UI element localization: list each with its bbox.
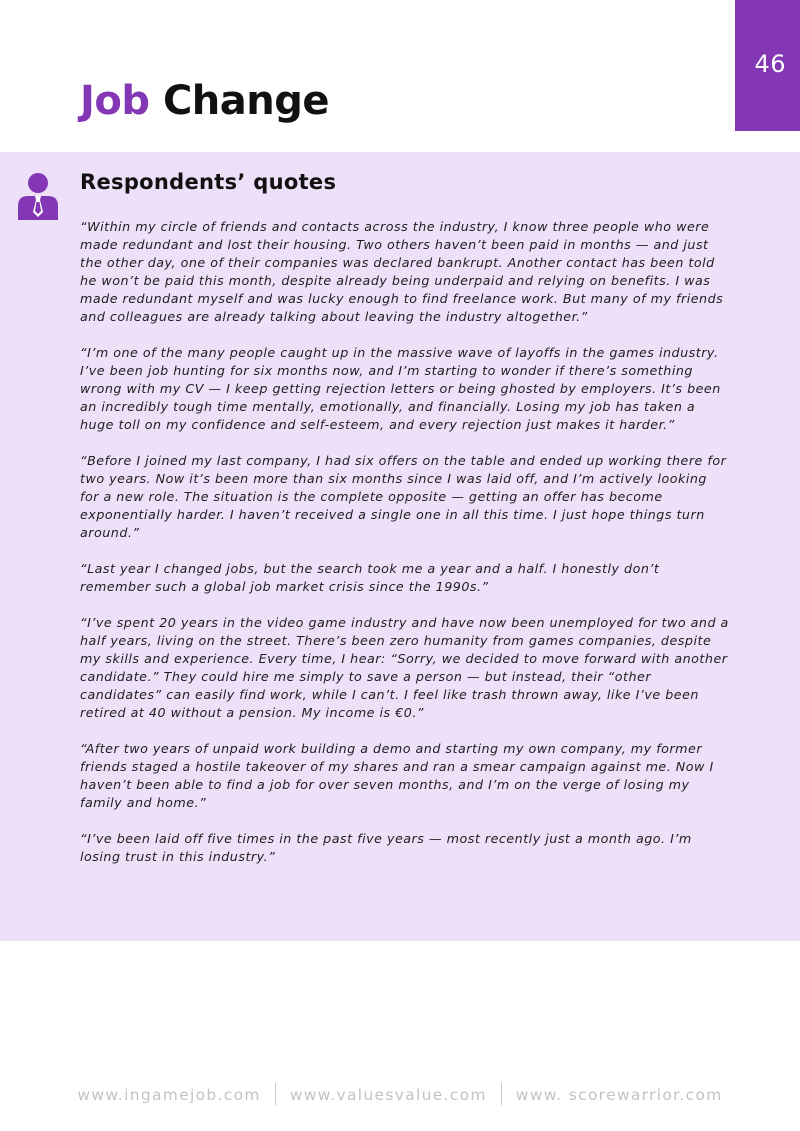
respondent-quote: “I’ve been laid off five times in the past five years — most recently just a month ago. I’m losing trust in this industry.”	[80, 831, 692, 864]
section-heading: Respondents’ quotes	[80, 170, 337, 194]
quotes-panel	[0, 152, 800, 941]
respondent-quote: “Before I joined my last company, I had six offers on the table and ended up working there for two years. Now it’s been more than six months since I was laid off, and I’m actively looking for a new role. The situation is the complete opposite — getting an offer has become exponentially harder. I haven’t received a single one in all this time. I just hope things turn around.”	[80, 453, 727, 540]
footer-divider	[275, 1083, 276, 1105]
footer-link-valuesvalue[interactable]: www.valuesvalue.com	[289, 1086, 487, 1104]
page-title	[80, 78, 329, 124]
footer-links	[0, 1083, 800, 1105]
person-with-tie-icon	[17, 172, 59, 220]
page-number: 46	[754, 50, 786, 78]
page-title-main: Change	[162, 78, 329, 124]
respondent-quote: “I’ve spent 20 years in the video game industry and have now been unemployed for two and a half years, living on the street. There’s been zero humanity from games companies, despite my skills and experience. Every time, I hear: “Sorry, we decided to move forward with another candidate.” They could hire me simply to save a person — but instead, their “other candidates” can easily find work, while I can’t. I feel like trash thrown away, like I’ve been retired at 40 without a pension. My income is €0.”	[80, 615, 729, 720]
page-title-accent: Job	[80, 78, 150, 124]
page-number-tab	[735, 0, 800, 131]
respondent-quote: “Last year I changed jobs, but the search took me a year and a half. I honestly don’t remember such a global job market crisis since the 1990s.”	[80, 561, 660, 594]
respondent-quote: “Within my circle of friends and contacts across the industry, I know three people who were made redundant and lost their housing. Two others haven’t been paid in months — and just the other day, one of their companies was declared bankrupt. Another contact has been told he won’t be paid this month, despite already being underpaid and relying on benefits. I was made redundant myself and was lucky enough to find freelance work. But many of my friends and colleagues are already talking about leaving the industry altogether.”	[80, 219, 724, 324]
respondent-quote: “After two years of unpaid work building a demo and starting my own company, my former friends staged a hostile takeover of my shares and ran a smear campaign against me. Now I haven’t been able to find a job for over seven months, and I’m on the verge of losing my family and home.”	[80, 741, 714, 810]
footer-link-ingamejob[interactable]: www.ingamejob.com	[77, 1086, 261, 1104]
quotes-list	[80, 218, 730, 884]
footer-divider	[501, 1083, 502, 1105]
footer-link-scorewarrior[interactable]: www. scorewarrior.com	[515, 1086, 723, 1104]
respondent-quote: “I’m one of the many people caught up in the massive wave of layoffs in the games industry. I’ve been job hunting for six months now, and I’m starting to wonder if there’s something wrong with my CV — I keep getting rejection letters or being ghosted by employers. It’s been an incredibly tough time mentally, emotionally, and financially. Losing my job has taken a huge toll on my confidence and self-esteem, and every rejection just makes it harder.”	[80, 345, 721, 432]
